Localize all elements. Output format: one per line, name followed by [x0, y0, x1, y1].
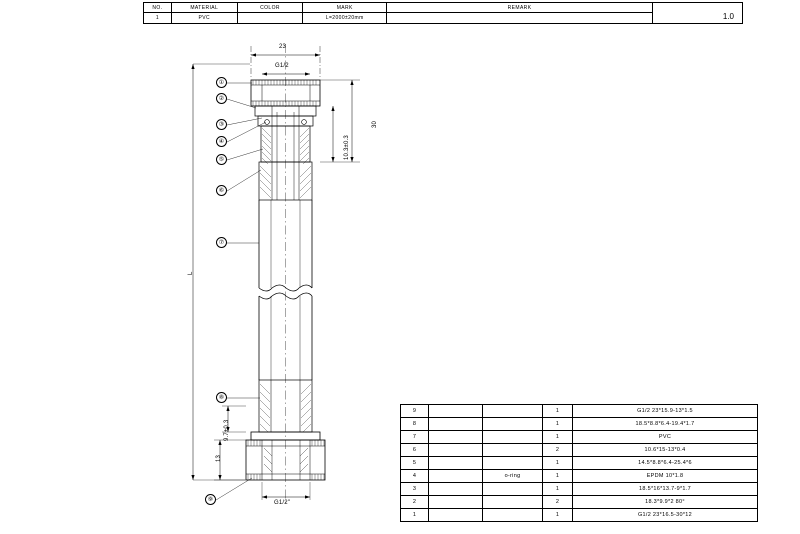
bom-code: [429, 457, 483, 469]
bom-qty: 1: [543, 431, 573, 443]
balloon-4: ④: [216, 136, 227, 147]
table-row: [401, 509, 757, 522]
balloon-1: ①: [216, 77, 227, 88]
dim-overall-length: L: [188, 271, 194, 275]
bom-qty: 1: [543, 418, 573, 430]
balloon-5: ⑤: [216, 154, 227, 165]
title-header-remark: REMARK: [387, 3, 652, 13]
bom-item: 4: [401, 470, 429, 482]
bom-spec: 18.5*16*13.7-9*1.7: [639, 486, 691, 492]
bom-code: [429, 418, 483, 430]
title-header-color: COLOR: [238, 3, 303, 13]
balloon-8: ⑧: [216, 392, 227, 403]
dim-height-30: 30: [372, 120, 378, 128]
balloon-3: ③: [216, 119, 227, 130]
bom-material: [483, 444, 543, 456]
bom-material: [483, 457, 543, 469]
table-row: [401, 496, 757, 509]
bom-item: 6: [401, 444, 429, 456]
table-row: [401, 483, 757, 496]
table-row: [401, 431, 757, 444]
bom-item: 1: [401, 509, 429, 521]
title-header-mark: MARK: [303, 3, 386, 13]
bom-item: 5: [401, 457, 429, 469]
bom-qty: 1: [543, 405, 573, 417]
bom-code: [429, 496, 483, 508]
bom-code: [429, 444, 483, 456]
title-cell-mark: L=2000±20mm: [325, 15, 364, 22]
bom-spec: 18.5*8.8*6.4-19.4*1.7: [635, 421, 695, 427]
bom-qty: 2: [543, 496, 573, 508]
dim-inner-10-3: 10.3±0.3: [344, 135, 350, 160]
bom-qty: 1: [543, 483, 573, 495]
dim-thread-bottom: G1/2": [274, 500, 291, 506]
bom-material: o-ring: [483, 470, 543, 482]
table-row: [401, 457, 757, 470]
bom-item: 3: [401, 483, 429, 495]
balloon-9: ⑨: [205, 494, 216, 505]
bom-code: [429, 509, 483, 521]
bom-spec: G1/2 23*15.9-13*1.5: [637, 408, 693, 414]
bom-spec: 14.5*8.8*6.4-25.4*6: [638, 460, 692, 466]
revision-value: 1.0: [722, 12, 734, 21]
bom-item: 9: [401, 405, 429, 417]
dim-top-width: 23: [279, 44, 287, 50]
bom-spec: PVC: [658, 434, 672, 440]
bom-material: [483, 405, 543, 417]
bom-material: [483, 509, 543, 521]
bill-of-materials: [400, 404, 758, 522]
dim-thread-top: G1/2: [275, 63, 289, 69]
bom-item: 7: [401, 431, 429, 443]
bom-code: [429, 405, 483, 417]
bom-code: [429, 483, 483, 495]
bom-material: [483, 483, 543, 495]
table-row: [401, 470, 757, 483]
bom-qty: 2: [543, 444, 573, 456]
bom-spec: EPDM 10*1.8: [646, 473, 684, 479]
bom-spec: G1/2 23*16.5-30*12: [637, 512, 693, 518]
bom-qty: 1: [543, 470, 573, 482]
bom-item: 2: [401, 496, 429, 508]
title-cell-material: PVC: [198, 15, 210, 22]
title-cell-no: 1: [155, 15, 160, 22]
bom-spec: 18.3*9.9*2 80°: [645, 499, 685, 505]
bom-code: [429, 470, 483, 482]
bom-item: 8: [401, 418, 429, 430]
bom-code: [429, 431, 483, 443]
title-header-material: MATERIAL: [172, 3, 237, 13]
title-header-no: NO.: [144, 3, 171, 13]
dim-9-7: 9.7±0.3: [224, 419, 230, 441]
dim-13: 13: [216, 454, 222, 462]
balloon-2: ②: [216, 93, 227, 104]
bom-material: [483, 431, 543, 443]
balloon-6: ⑥: [216, 185, 227, 196]
table-row: [401, 418, 757, 431]
balloon-7: ⑦: [216, 237, 227, 248]
bom-qty: 1: [543, 457, 573, 469]
bom-qty: 1: [543, 509, 573, 521]
bom-material: [483, 418, 543, 430]
bom-material: [483, 496, 543, 508]
bom-spec: 10.6*15-13*0.4: [644, 447, 686, 453]
table-row: [401, 444, 757, 457]
table-row: [401, 405, 757, 418]
